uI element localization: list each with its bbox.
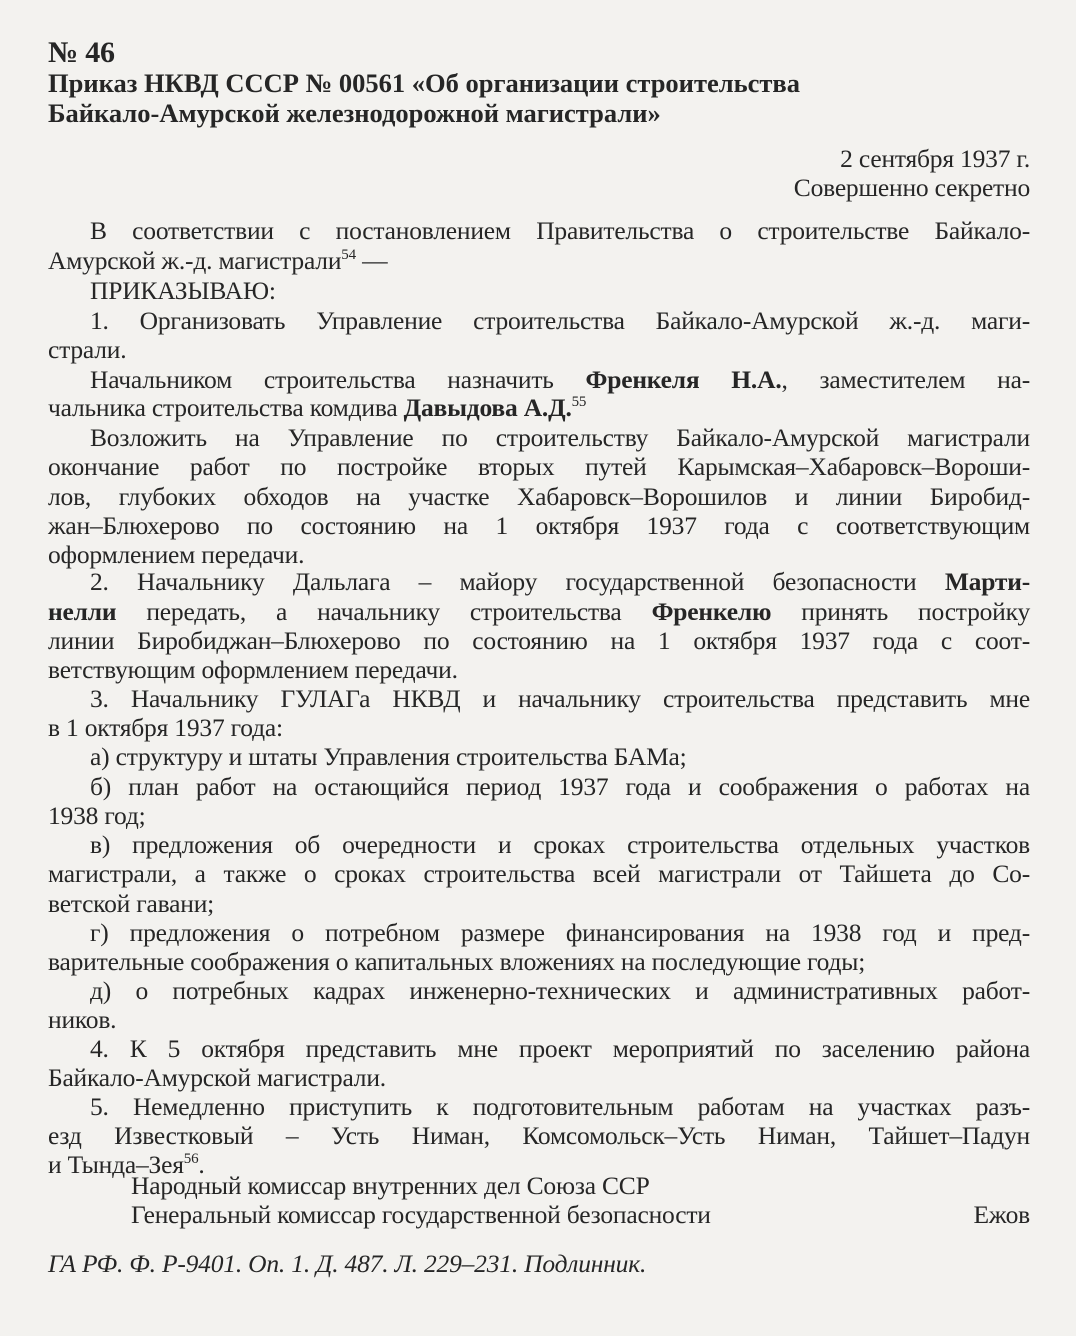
preamble-line-1: В соответствии с постановлением Правительства о строительстве Байкало- — [90, 216, 1030, 245]
point-5-line-2: езд Известковый – Усть Ниман, Комсомольск–Усть Ниман, Тайшет–Падун — [48, 1121, 1030, 1150]
point-3-item-g-line-2: варительные соображения о капитальных вложениях на последующие годы; — [48, 947, 866, 976]
footnote-ref-56[interactable]: 56 — [183, 1151, 199, 1167]
point-2-line-1 — [90, 567, 1030, 597]
text: , заместителем на- — [781, 365, 1031, 394]
point-3-item-b-line-2: 1938 год; — [48, 801, 146, 830]
point-2-line-4: ветствующим оформлением передачи. — [48, 655, 458, 684]
point-3-item-d-line-2: ников. — [48, 1005, 117, 1034]
document-number: № 46 — [48, 36, 115, 69]
document-date: 2 сентября 1937 г. — [840, 144, 1030, 173]
point-1b-line-4: жан–Блюхерово по состоянию на 1 октября 1937 года с соответствующим — [48, 511, 1030, 540]
text: чальника строительства комдива — [48, 393, 404, 422]
text: Начальником строительства назначить — [90, 365, 586, 394]
point-1b-line-3: лов, глубоких обходов на участке Хабаровск–Ворошилов и линии Биробид- — [48, 482, 1030, 511]
appointment-line-1 — [90, 365, 1030, 395]
text: 2. Начальнику Дальлага – майору государственной безопасности — [90, 567, 945, 596]
signature-title-1: Народный комиссар внутренних дел Союза ССР — [131, 1171, 650, 1200]
text: передать, а начальнику строительства — [116, 597, 652, 626]
point-4-line-2: Байкало-Амурской магистрали. — [48, 1063, 386, 1092]
point-4-line-1: 4. К 5 октября представить мне проект мероприятий по заселению района — [90, 1034, 1030, 1063]
point-3-item-v-line-2: магистрали, а также о сроках строительства всей магистрали от Тайшета до Со- — [48, 859, 1030, 888]
point-2-line-2 — [48, 597, 1030, 627]
person-name: Давыдова А.Д. — [403, 393, 572, 422]
text: . — [198, 1150, 205, 1179]
point-3-item-g-line-1: г) предложения о потребном размере финансирования на 1938 год и пред- — [90, 918, 1030, 947]
text: и Тында–Зея — [48, 1150, 184, 1179]
person-name: Френкелю — [651, 597, 772, 626]
point-3-item-a: а) структуру и штаты Управления строительства БАМа; — [90, 742, 687, 771]
text: принять постройку — [771, 597, 1030, 626]
order-word: ПРИКАЗЫВАЮ: — [90, 276, 276, 305]
document-title-line-1: Приказ НКВД СССР № 00561 «Об организации строительства — [48, 68, 800, 98]
point-3-line-1: 3. Начальнику ГУЛАГа НКВД и начальнику строительства представить мне — [90, 684, 1030, 713]
document-title-line-2: Байкало-Амурской железнодорожной магистрали» — [48, 98, 661, 128]
point-1b-line-2: окончание работ по постройке вторых путей Карымская–Хабаровск–Вороши- — [48, 452, 1030, 481]
point-1b-line-5: оформлением передачи. — [48, 540, 305, 569]
classification-stamp: Совершенно секретно — [793, 173, 1030, 202]
point-3-item-d-line-1: д) о потребных кадрах инженерно-технических и административных работ- — [90, 976, 1030, 1005]
point-1-line-2: страли. — [48, 335, 127, 364]
preamble-line-2 — [48, 246, 387, 276]
footnote-ref-54[interactable]: 54 — [341, 247, 356, 263]
preamble-text: Амурской ж.-д. магистрали — [48, 246, 342, 275]
signature-name: Ежов — [973, 1200, 1030, 1229]
archive-source: ГА РФ. Ф. Р-9401. Оп. 1. Д. 487. Л. 229–231. Подлинник. — [48, 1249, 647, 1278]
person-name: Френкеля Н.А. — [585, 365, 782, 394]
point-3-item-b-line-1: б) план работ на остающийся период 1937 года и соображения о работах на — [90, 772, 1030, 801]
point-1-line-1: 1. Организовать Управление строительства Байкало-Амурской ж.-д. маги- — [90, 306, 1030, 335]
person-name: Марти- — [944, 567, 1030, 596]
point-3-line-2: в 1 октября 1937 года: — [48, 713, 283, 742]
person-name: нелли — [48, 597, 117, 626]
signature-title-2: Генеральный комиссар государственной безопасности — [131, 1200, 711, 1229]
appointment-line-2 — [48, 393, 586, 423]
point-5-line-1: 5. Немедленно приступить к подготовительным работам на участках разъ- — [90, 1092, 1030, 1121]
point-1b-line-1: Возложить на Управление по строительству Байкало-Амурской магистрали — [90, 423, 1030, 452]
footnote-ref-55[interactable]: 55 — [571, 394, 587, 410]
point-3-item-v-line-3: ветской гавани; — [48, 889, 215, 918]
preamble-dash: — — [355, 246, 388, 275]
point-2-line-3: линии Биробиджан–Блюхерово по состоянию на 1 октября 1937 года с соот- — [48, 626, 1030, 655]
point-3-item-v-line-1: в) предложения об очередности и сроках строительства отдельных участков — [90, 830, 1030, 859]
